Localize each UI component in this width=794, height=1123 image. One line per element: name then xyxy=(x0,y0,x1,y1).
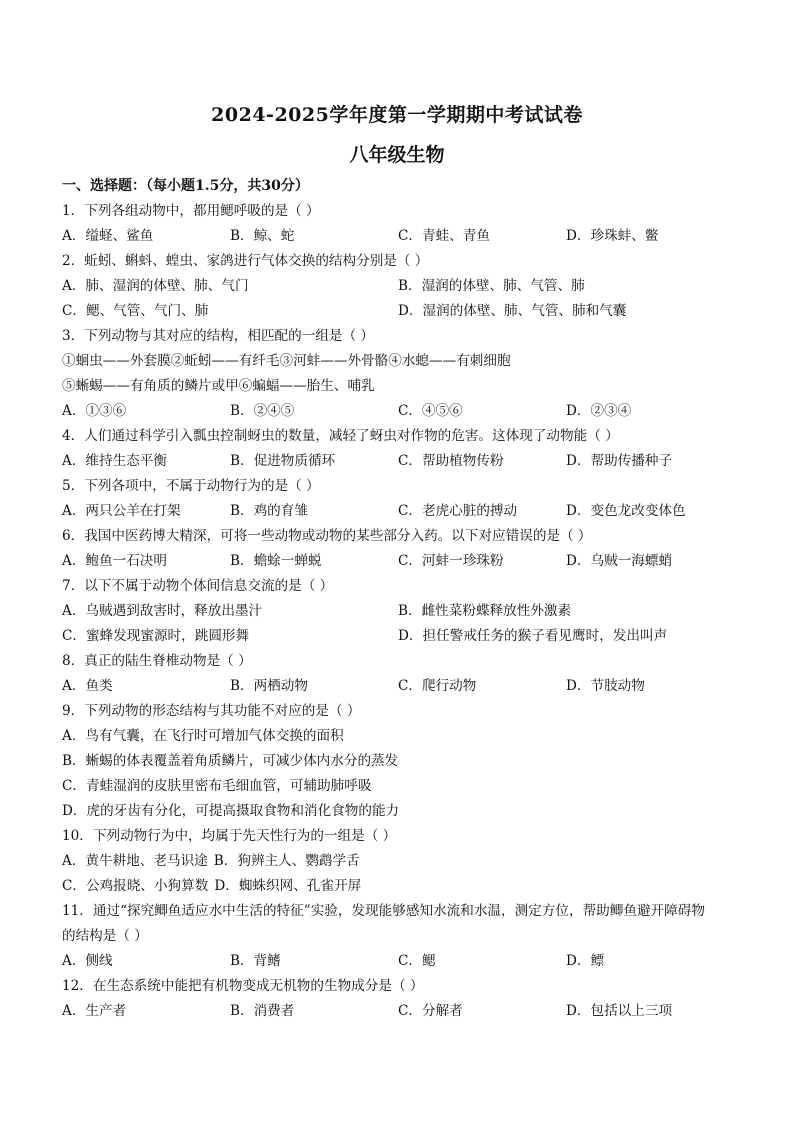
options-row xyxy=(62,549,742,574)
option-d: D．湿润的体壁、肺、气管、肺和气囊 xyxy=(398,303,627,319)
question-stem: 5．下列各项中，不属于动物行为的是（ ） xyxy=(62,478,320,494)
option-d: D．珍珠蚌、鳖 xyxy=(566,228,659,244)
options-row xyxy=(62,949,742,974)
option-c: C．帮助植物传粉 xyxy=(398,453,504,469)
option-d: D．鳔 xyxy=(566,953,605,969)
question-stem: 7．以下不属于动物个体间信息交流的是（ ） xyxy=(62,578,334,594)
option-c: C．鳃 xyxy=(398,953,436,969)
option-c: C．老虎心脏的搏动 xyxy=(398,503,518,519)
option-a: A．鸟有气囊，在飞行时可增加气体交换的面积 xyxy=(62,728,344,744)
question-stem: 1．下列各组动物中，都用鳃呼吸的是（ ） xyxy=(62,203,320,219)
options-row xyxy=(62,999,742,1024)
option-b: B．促进物质循环 xyxy=(230,453,336,469)
options-row xyxy=(62,399,742,424)
option-b: B．②④⑤ xyxy=(230,403,295,419)
option-c: C．河蚌一珍珠粉 xyxy=(398,553,504,569)
option-a: A．两只公羊在打架 xyxy=(62,503,181,519)
option-c: C．公鸡报晓、小狗算数 xyxy=(62,878,209,894)
options-row xyxy=(62,874,742,899)
option-a: A．黄牛耕地、老马识途 xyxy=(62,853,208,869)
option-d: D．变色龙改变体色 xyxy=(566,503,686,519)
option-a: A．肺、湿润的体壁、肺、气门 xyxy=(62,278,249,294)
question-stem: 3．下列动物与其对应的结构，相匹配的一组是（ ） xyxy=(62,328,375,344)
option-d: D．虎的牙齿有分化，可提高摄取食物和消化食物的能力 xyxy=(62,803,400,819)
question-stem: 9．下列动物的形态结构与其功能不对应的是（ ） xyxy=(62,703,361,719)
option-b: B．两栖动物 xyxy=(230,678,308,694)
question-statement: ⑤蜥蜴——有角质的鳞片或甲⑥蝙蝠——胎生、哺乳 xyxy=(62,378,375,394)
options-row xyxy=(62,849,742,874)
question-list xyxy=(62,174,742,1024)
options-row xyxy=(62,674,742,699)
question-stem: 10．下列动物行为中，均属于先天性行为的一组是（ ） xyxy=(62,828,397,844)
option-d: D．帮助传播种子 xyxy=(566,453,673,469)
option-c: C．爬行动物 xyxy=(398,678,477,694)
option-a: A．侧线 xyxy=(62,953,113,969)
question-stem: 2．蚯蚓、蝌蚪、蝗虫、家鸽进行气体交换的结构分别是（ ） xyxy=(62,253,429,269)
question-stem: 11．通过“探究鲫鱼适应水中生活的特征”实验，发现能够感知水流和水温，测定方位，帮助鲫鱼避开障碍物 xyxy=(62,903,705,919)
option-b: B．消费者 xyxy=(230,1003,295,1019)
option-d: D．蜘蛛织网、孔雀开屏 xyxy=(214,878,362,894)
option-d: D．②③④ xyxy=(566,403,632,419)
option-c: C．④⑤⑥ xyxy=(398,403,463,419)
question-stem-continued: 的结构是（ ） xyxy=(62,928,148,944)
option-c: C．青蛙湿润的皮肤里密布毛细血管，可辅助肺呼吸 xyxy=(62,778,372,794)
options-row xyxy=(62,624,742,649)
option-b: B．湿润的体壁、肺、气管、肺 xyxy=(398,278,585,294)
option-d: D．担任警戒任务的猴子看见鹰时，发出叫声 xyxy=(398,628,668,644)
options-row xyxy=(62,499,742,524)
option-a: A．鲍鱼一石决明 xyxy=(62,553,167,569)
option-a: A．乌贼遇到敌害时，释放出墨汁 xyxy=(62,603,263,619)
question-stem: 6．我国中医药博大精深，可将一些动物或动物的某些部分入药。以下对应错误的是（ ） xyxy=(62,528,592,544)
option-d: D．乌贼一海螵蛸 xyxy=(566,553,673,569)
option-c: C．蜜蜂发现蜜源时，跳圆形舞 xyxy=(62,628,250,644)
option-b: B．鲸、蛇 xyxy=(230,228,295,244)
section-heading: 一、选择题：（每小题1.5分，共30分） xyxy=(62,178,309,194)
option-a: A．缢蛏、鲨鱼 xyxy=(62,228,154,244)
option-c: C．分解者 xyxy=(398,1003,463,1019)
option-a: A．鱼类 xyxy=(62,678,113,694)
option-a: A．维持生态平衡 xyxy=(62,453,167,469)
options-row xyxy=(62,449,742,474)
option-b: B．蟾蜍一蝉蜕 xyxy=(230,553,322,569)
option-d: D．包括以上三项 xyxy=(566,1003,673,1019)
question-stem: 4．人们通过科学引入瓢虫控制蚜虫的数量，减轻了蚜虫对作物的危害。这体现了动物能（ ） xyxy=(62,428,619,444)
question-stem: 12．在生态系统中能把有机物变成无机物的生物成分是（ ） xyxy=(62,978,424,994)
question-statement: ①蛔虫——外套膜②蚯蚓——有纤毛③河蚌——外骨骼④水螅——有刺细胞 xyxy=(62,353,511,369)
option-a: A．生产者 xyxy=(62,1003,127,1019)
option-b: B．狗辨主人、鹦鹉学舌 xyxy=(213,853,360,869)
option-c: C．鳃、气管、气门、肺 xyxy=(62,303,209,319)
option-b: B．蜥蜴的体表覆盖着角质鳞片，可减少体内水分的蒸发 xyxy=(62,753,399,769)
option-b: B．背鳍 xyxy=(230,953,281,969)
option-c: C．青蛙、青鱼 xyxy=(398,228,490,244)
option-b: B．鸡的育雏 xyxy=(230,503,308,519)
option-a: A．①③⑥ xyxy=(62,403,127,419)
exam-subtitle: 八年级生物 xyxy=(349,144,445,166)
option-d: D．节肢动物 xyxy=(566,678,645,694)
options-row xyxy=(62,299,742,324)
question-stem: 8．真正的陆生脊椎动物是（ ） xyxy=(62,653,252,669)
option-b: B．雌性菜粉蝶释放性外激素 xyxy=(398,603,572,619)
exam-title: 2024-2025学年度第一学期期中考试试卷 xyxy=(211,104,583,126)
options-row xyxy=(62,274,742,299)
options-row xyxy=(62,599,742,624)
options-row xyxy=(62,224,742,249)
